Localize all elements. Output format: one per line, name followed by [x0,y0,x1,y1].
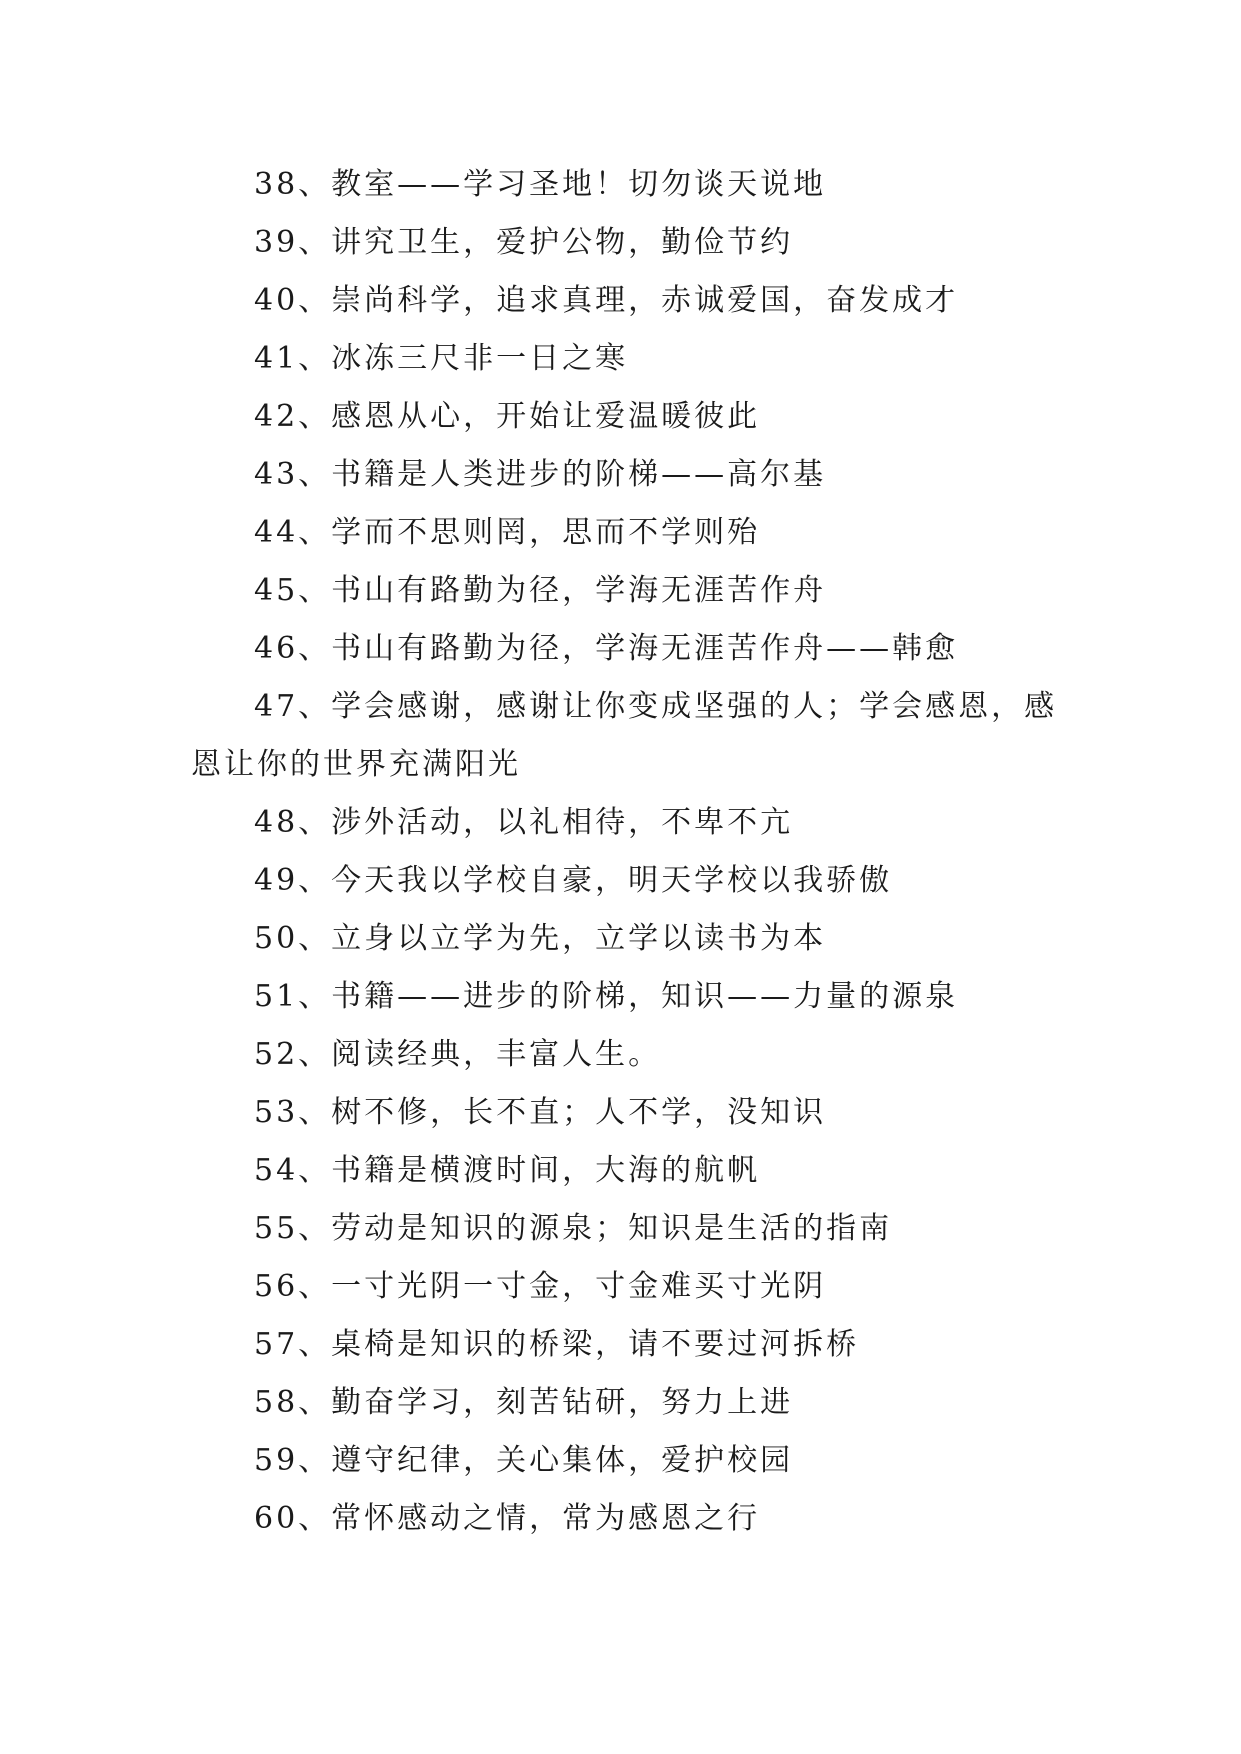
list-item: 55、劳动是知识的源泉；知识是生活的指南 [254,1211,893,1246]
list-item: 49、今天我以学校自豪，明天学校以我骄傲 [254,863,893,898]
list-item: 44、学而不思则罔，思而不学则殆 [254,515,761,550]
list-item: 41、冰冻三尺非一日之寒 [254,341,629,376]
list-item: 57、桌椅是知识的桥梁，请不要过河拆桥 [254,1327,860,1362]
list-item: 60、常怀感动之情，常为感恩之行 [254,1501,761,1536]
slogan-list [191,156,1061,1548]
list-item: 46、书山有路勤为径，学海无涯苦作舟——韩愈 [254,631,959,666]
list-item: 42、感恩从心，开始让爱温暖彼此 [254,399,761,434]
list-item: 58、勤奋学习，刻苦钻研，努力上进 [254,1385,794,1420]
list-item: 54、书籍是横渡时间，大海的航帆 [254,1153,761,1188]
list-item: 53、树不修，长不直；人不学，没知识 [254,1095,827,1130]
list-item: 56、一寸光阴一寸金，寸金难买寸光阴 [254,1269,827,1304]
list-item: 39、讲究卫生，爱护公物，勤俭节约 [254,225,794,260]
list-item: 47、学会感谢，感谢让你变成坚强的人；学会感恩，感恩让你的世界充满阳光 [191,689,1058,782]
list-item: 43、书籍是人类进步的阶梯——高尔基 [254,457,827,492]
list-item: 48、涉外活动，以礼相待，不卑不亢 [254,805,794,840]
list-item: 51、书籍——进步的阶梯，知识——力量的源泉 [254,979,959,1014]
list-item: 38、教室——学习圣地！切勿谈天说地 [254,167,827,202]
list-item: 50、立身以立学为先，立学以读书为本 [254,921,827,956]
list-item: 52、阅读经典，丰富人生。 [254,1037,662,1072]
list-item: 59、遵守纪律，关心集体，爱护校园 [254,1443,794,1478]
list-item: 40、崇尚科学，追求真理，赤诚爱国，奋发成才 [254,283,959,318]
list-item: 45、书山有路勤为径，学海无涯苦作舟 [254,573,827,608]
